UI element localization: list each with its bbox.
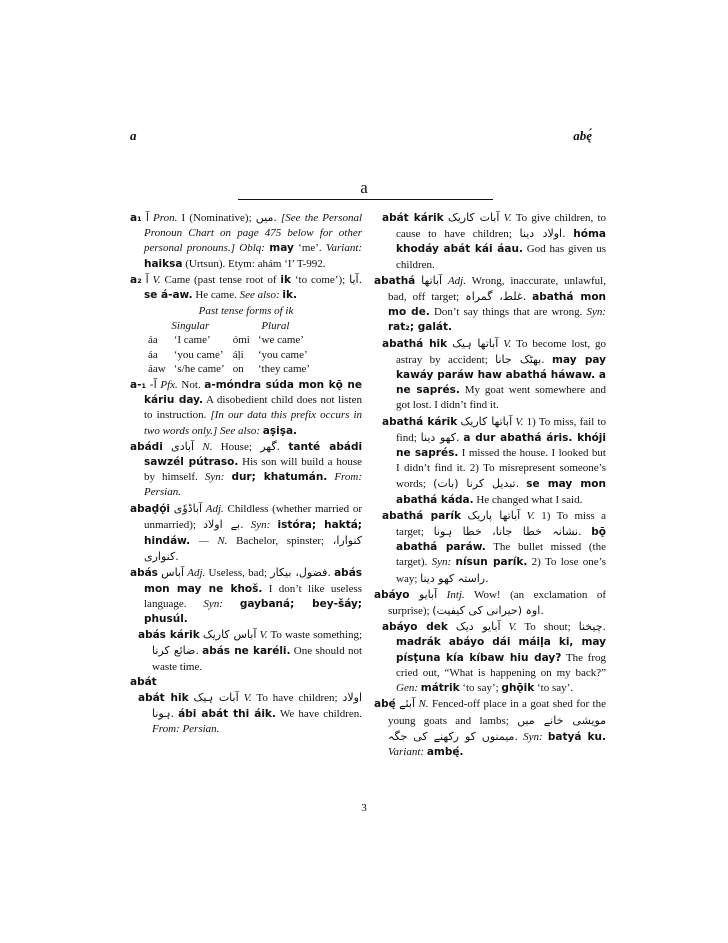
entry-abayo-dek: abáyo dek آبایو دیک V. To shout; چیخنا. madrák abáyo dái máiḷa ki, may písṭuna kía kíbaw hiu day? The frog cried out, “What is happening on my back?” Gen: mátrik ‘to say’; ghǭik ‘to say’. (382, 620, 607, 695)
entry-abat: abát (130, 675, 157, 688)
entry-abatha: abathá آباتھا Adj. Wrong, inaccurate, unlawful, bad, off target; غلط، گمراہ. abathá mon mo de. Don’t say things that are wrong. Syn: rat₂; galát. (374, 273, 607, 334)
entry-abayo: abáyo آبایو Intj. Wow! (an exclamation of surprise); اوہ (حیرانی کی کیفیت). (374, 587, 607, 618)
section-rule (238, 199, 493, 200)
table-row: áa ‘you came’ áḷi ‘you came’ (148, 348, 308, 361)
entry-a-prefix: a-₁ -آ Pfx. Not. a-móndra súda mon kǭ ne káriu day. A disobedient child does not listen to instruction. [In our data this prefix occurs in two words only.] See also: aṣiṣa. (130, 377, 363, 437)
left-column (130, 210, 362, 738)
table-head-singular: Singular (171, 320, 210, 333)
entry-abadoi: abaḍǫ́i آباڈوٗی Adj. Childless (whether married or unmarried); بے اولاد. Syn: istóra; haktá; hindáw. — N. Bachelor, spinster; کنوارا، کنواری. (130, 501, 363, 564)
right-column (374, 210, 606, 760)
past-tense-table (148, 319, 318, 377)
entry-abatha-hik: abathá hik آباتھا ہیک V. To become lost, go astray by accident; بھٹک جانا. may pay kawáy paráw haw abathá háwaw. a ne saprés. My goat went somewhere and got lost. I didn’t find it. (382, 336, 607, 412)
table-row: áaw ‘s/he came’ on ‘they came’ (148, 363, 311, 376)
entry-abadi: abádi آبادی N. House; گھر. tanté abádi sawzél pútraso. His son will build a house by himself. Syn: dur; khatumán. From: Persian. (130, 439, 363, 499)
past-tense-table-title: Past tense forms of ik (198, 305, 294, 318)
entry-abatha-karik: abathá kárik آباتھا کاریک V. 1) To miss, fail to find; کھو دینا. a dur abathá áris. khóji ne saprés. I missed the house. I looked but I didn’t find it. 2) To misrepresent someone’s words; (بات) تبدیل کرنا. se may mon abathá káda. He changed what I said. (382, 414, 607, 506)
table-row: áa ‘I came’ ómi ‘we came’ (148, 334, 304, 347)
running-head-left: a (130, 128, 137, 143)
entry-abatha-parik: abathá parík آباتھا پاریک V. 1) To miss a target; نشانہ خطا جانا، خطا ہونا. bǭ abathá paráw. The bullet missed (the target). Syn: nísun parík. 2) To lose one’s way; راستہ کھو دینا. (382, 508, 606, 585)
entry-abat-hik: abát hik آبات ہیک V. To have children; اولاد ہونا. ábi abát thi áik. We have children. From: Persian. (138, 690, 363, 736)
entry-a2: a₂ آ V. Came (past tense root of ik ‘to come’); آیا. se á-aw. He came. See also: ik. (130, 272, 363, 302)
entry-abat-karik: abát kárik آبات کاریک V. To give children, to cause to have children; اولاد دینا. hóma khodáy abát kái áau. God has given us children. (382, 211, 607, 271)
entry-abas: abás آباس Adj. Useless, bad; فضول، بیکار. abás mon may ne khoš. I don’t like useless language. Syn: gaybaná; bey-šáy; phusúl. (130, 566, 363, 625)
entry-abas-karik: abás kárik آباس کاریک V. To waste something; ضائع کرنا. abás ne karéli. One should not waste time. (138, 628, 363, 673)
entry-a1: a₁ آ Pron. I (Nominative); میں. [See the Personal Pronoun Chart on page 475 below for other personal pronouns.] Oblq: may ‘me’. Variant: haiksa (Urtsun). Etym: ahám ‘I’ T-992. (130, 211, 363, 270)
table-head-plural: Plural (261, 320, 290, 333)
entry-abe: abę́ آبئے N. Fenced-off place in a goat shed for the young goats and lambs; مویشی خانے میں میمنوں کو رکھنے کی جگہ. Syn: batyá ku. Variant: ambę́. (374, 697, 607, 758)
section-letter: a (360, 178, 368, 197)
page-number: 3 (361, 802, 367, 814)
running-head-right: abę́ (573, 128, 592, 143)
